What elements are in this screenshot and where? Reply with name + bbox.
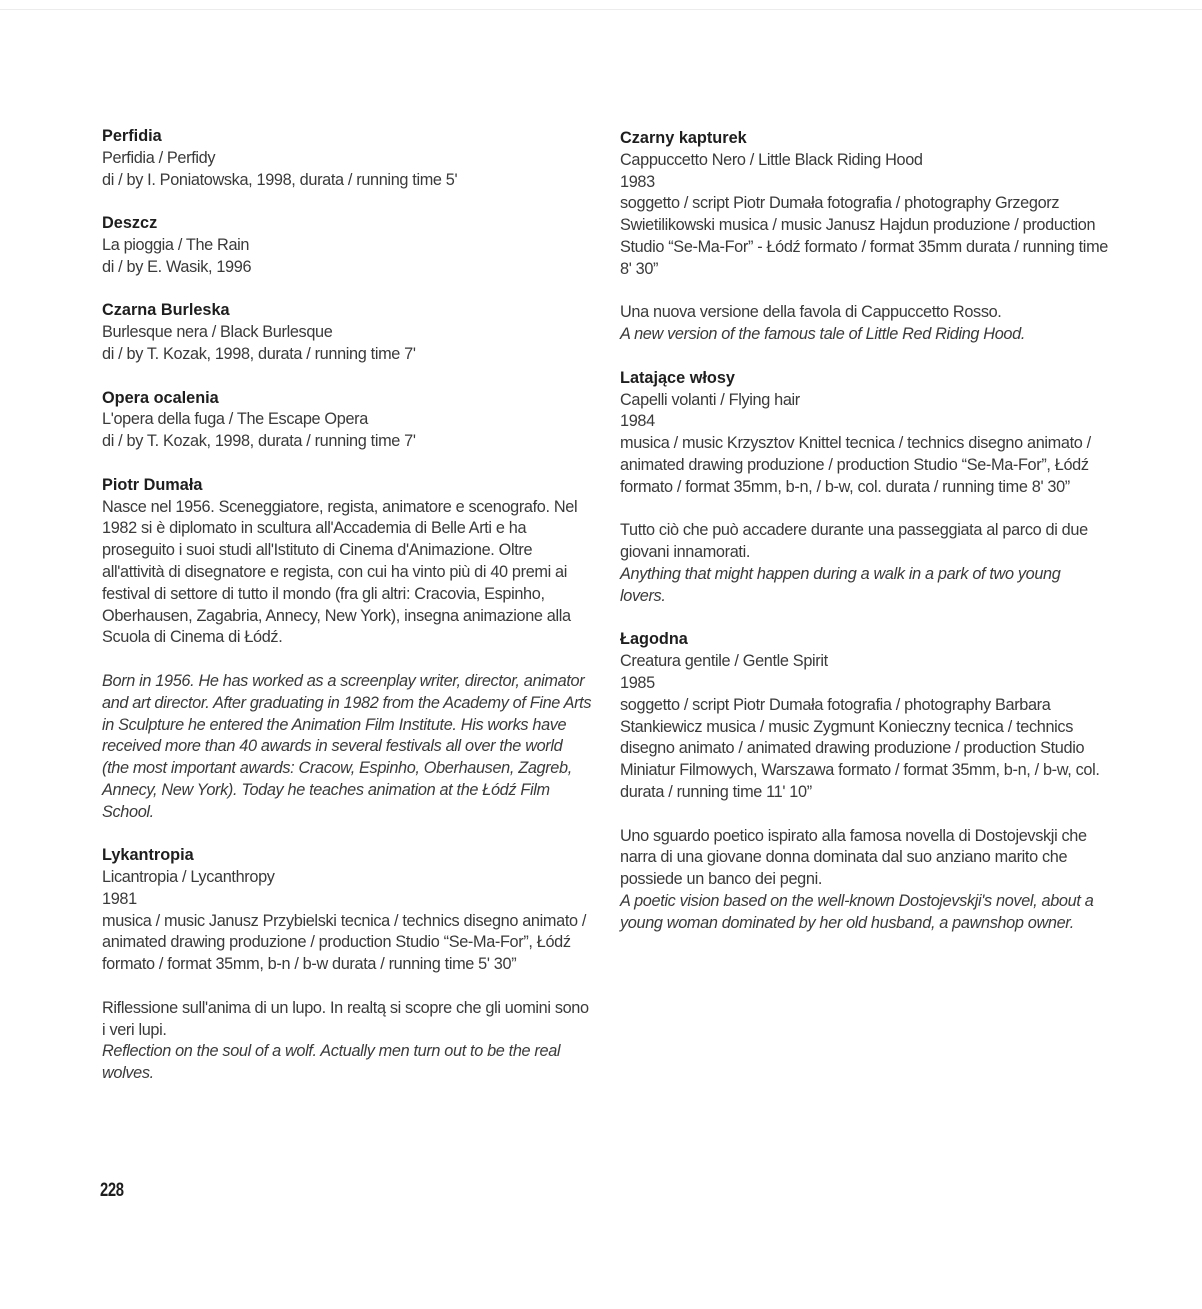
page-number: 228 [100, 1180, 124, 1201]
film-entry-czarna-burleska [102, 300, 592, 365]
film-title: Łagodna [620, 630, 688, 649]
film-year: 1985 [620, 673, 655, 692]
top-rule [0, 9, 1202, 10]
film-entry-opera-ocalenia [102, 388, 592, 453]
bio-italian: Nasce nel 1956. Sceneggiatore, regista, animatore e scenografo. Nel 1982 si è diplomato in scultura all'Accademia di Belle Arti e ha proseguito i suoi studi all'Istituto di Cinema d'Animazione. Oltre all'attività di disegnatore e regista, con cui ha vinto più di 40 premi ai festival di settore di tutto il mondo (fra gli altri: Cracovia, Espinho, Oberhausen, Zagabria, Annecy, New York), insegna animazione alla Scuola di Cinema di Łódź. [102, 497, 578, 647]
synopsis-english: Reflection on the soul of a wolf. Actually men turn out to be the real wolves. [102, 1042, 561, 1083]
film-title: Czarny kapturek [620, 129, 747, 147]
synopsis-english: Anything that might happen during a walk in a park of two young lovers. [620, 564, 1061, 605]
director-bio [102, 475, 592, 824]
left-column [102, 126, 592, 1107]
film-subtitle: Burlesque nera / Black Burlesque [102, 323, 333, 342]
film-year: 1984 [620, 412, 655, 431]
film-entry-deszcz [102, 213, 592, 278]
film-subtitle: Licantropia / Lycanthropy [102, 868, 275, 887]
director-name: Piotr Dumała [102, 475, 203, 494]
synopsis-english: A poetic vision based on the well-known Dostojevskji's novel, about a young woman dominated by her old husband, a pawnshop owner. [620, 891, 1094, 932]
right-column [620, 128, 1110, 956]
film-entry-lykantropia [102, 845, 592, 1085]
film-credits: soggetto / script Piotr Dumała fotografia / photography Barbara Stankiewicz musica / music Zygmunt Konieczny tecnica / technics disegno animato / animated drawing produzione / production Studio Miniatur Filmowych, Warszawa formato / format 35mm, b-n, / b-w, col. durata / running time 11' 10” [620, 695, 1100, 801]
synopsis-italian: Tutto ciò che può accadere durante una passeggiata al parco di due giovani innamorati. [620, 521, 1088, 562]
synopsis-italian: Una nuova versione della favola di Cappuccetto Rosso. [620, 303, 1002, 322]
bio-english: Born in 1956. He has worked as a screenplay writer, director, animator and art director. After graduating in 1982 from the Academy of Fine Arts in Sculpture he entered the Animation Film Institute. His works have received more than 40 awards in several festivals all over the world (the most important awards: Cracow, Espinho, Oberhausen, Zagreb, Annecy, New York). Today he teaches animation at the Łódź Film School. [102, 671, 592, 821]
film-subtitle: Perfidia / Perfidy [102, 148, 216, 167]
film-subtitle: Cappuccetto Nero / Little Black Riding Hood [620, 150, 923, 169]
film-credit: di / by I. Poniatowska, 1998, durata / running time 5' [102, 170, 458, 189]
film-title: Czarna Burleska [102, 301, 230, 320]
film-credit: di / by T. Kozak, 1998, durata / running time 7' [102, 344, 416, 363]
film-credits: musica / music Krzysztov Knittel tecnica / technics disegno animato / animated drawing produzione / production Studio “Se-Ma-For”, Łódź formato / format 35mm, b-n, / b-w, col. durata / running time 8' 30” [620, 434, 1091, 496]
film-title: Opera ocalenia [102, 388, 219, 407]
film-subtitle: Capelli volanti / Flying hair [620, 390, 800, 409]
film-subtitle: La pioggia / The Rain [102, 235, 250, 254]
film-entry-latajace-wlosy [620, 368, 1110, 608]
film-title: Latające włosy [620, 368, 735, 387]
synopsis-english: A new version of the famous tale of Little Red Riding Hood. [620, 325, 1026, 344]
film-title: Perfidia [102, 127, 162, 145]
film-entry-czarny-kapturek [620, 128, 1110, 346]
film-title: Lykantropia [102, 846, 194, 865]
film-year: 1983 [620, 172, 655, 191]
synopsis-italian: Uno sguardo poetico ispirato alla famosa novella di Dostojevskji che narra di una giovane donna dominata dal suo anziano marito che possiede un banco dei pegni. [620, 826, 1087, 889]
film-title: Deszcz [102, 214, 158, 233]
film-credit: di / by E. Wasik, 1996 [102, 257, 252, 276]
synopsis-italian: Riflessione sull'anima di un lupo. In realtą si scopre che gli uomini sono i veri lupi. [102, 998, 589, 1039]
film-subtitle: Creatura gentile / Gentle Spirit [620, 652, 828, 671]
film-credits: soggetto / script Piotr Dumała fotografia / photography Grzegorz Swietilikowski musica / music Janusz Hajdun produzione / production Studio “Se-Ma-For” - Łódź formato / format 35mm durata / running time 8' 30” [620, 194, 1108, 278]
film-credit: di / by T. Kozak, 1998, durata / running time 7' [102, 432, 416, 451]
film-year: 1981 [102, 889, 137, 908]
film-subtitle: L'opera della fuga / The Escape Opera [102, 410, 368, 429]
film-entry-perfidia [102, 126, 592, 191]
film-entry-lagodna [620, 629, 1110, 934]
film-credits: musica / music Janusz Przybielski tecnica / technics disegno animato / animated drawing produzione / production Studio “Se-Ma-For”, Łódź formato / format 35mm, b-n / b-w durata / running time 5' 30” [102, 911, 587, 974]
